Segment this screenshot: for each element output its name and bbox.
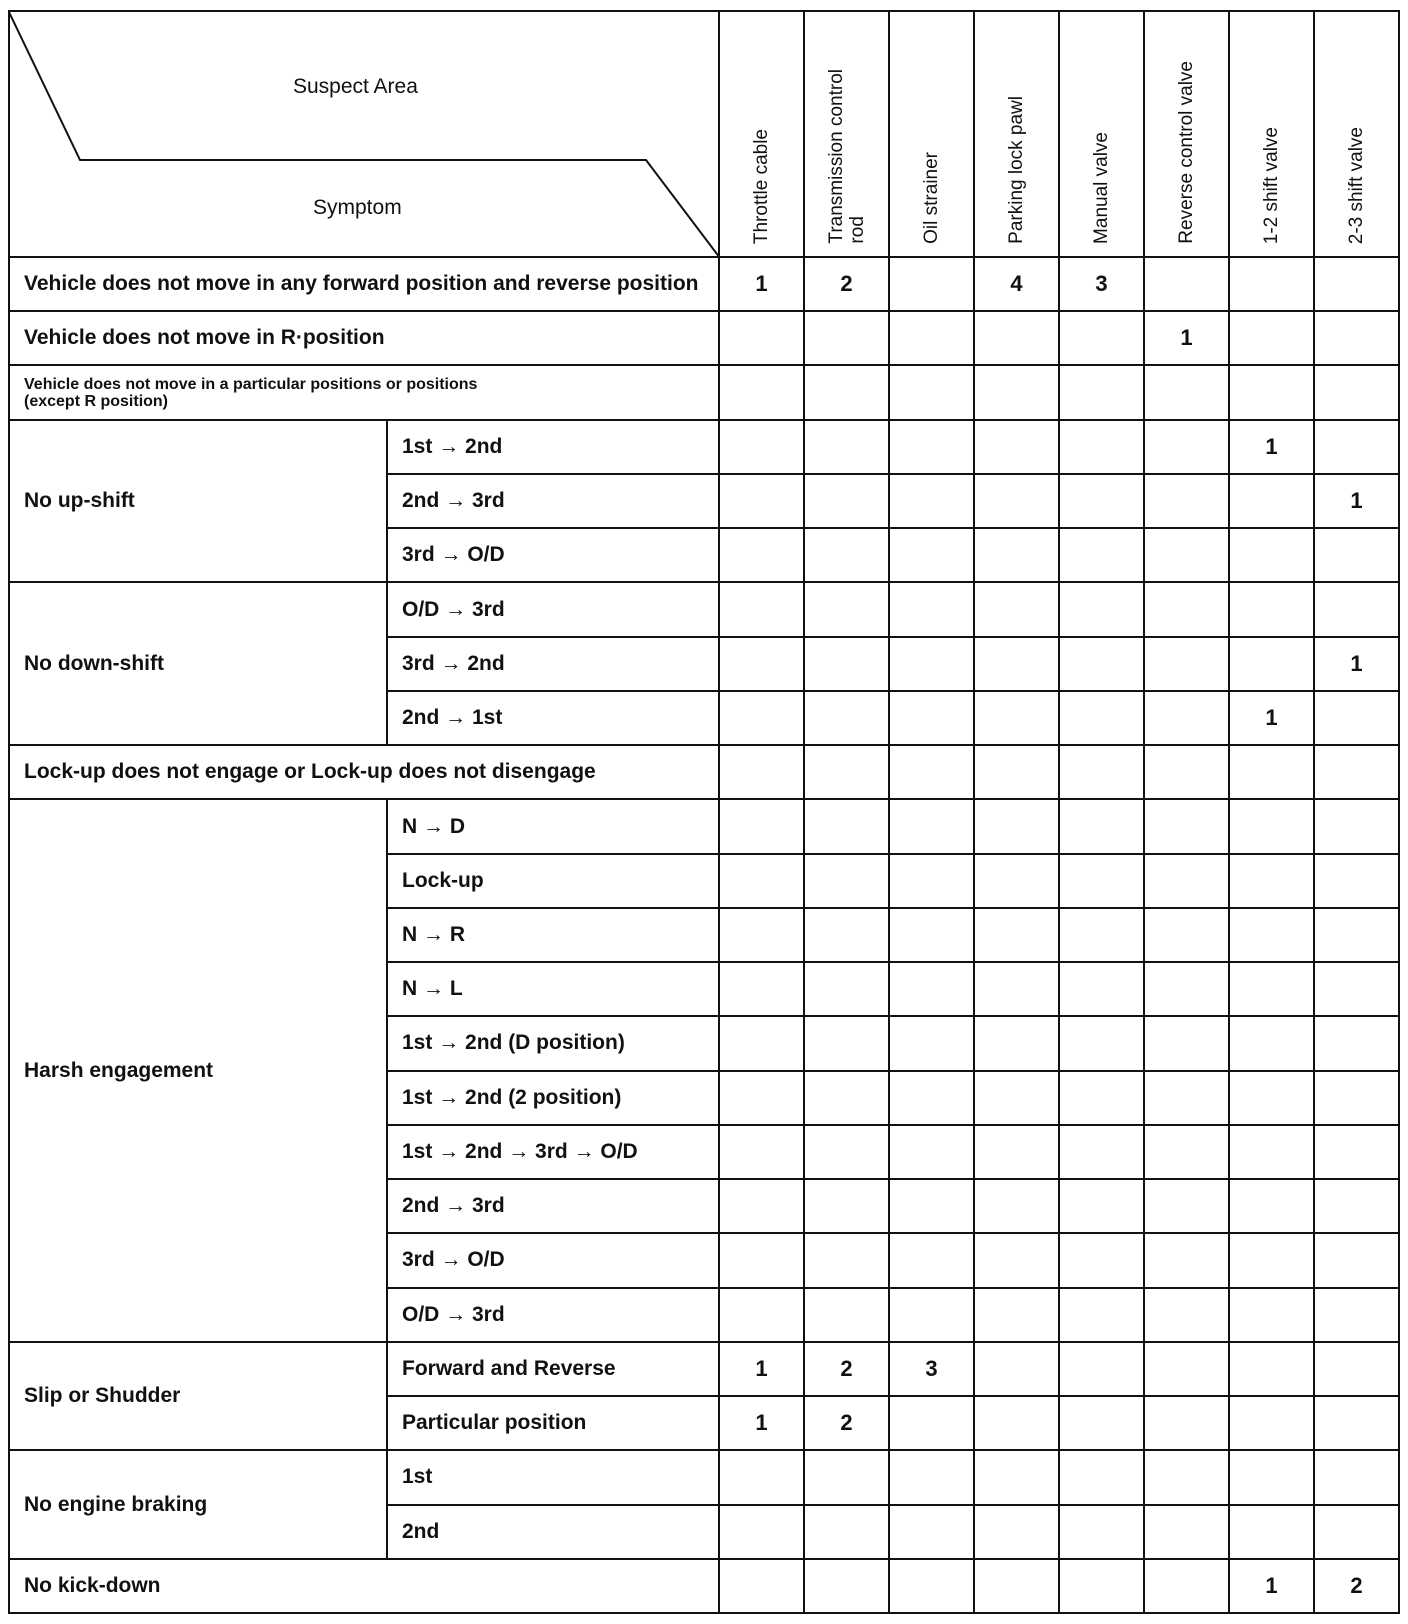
priority-value	[975, 583, 1060, 637]
priority-value	[1060, 1451, 1145, 1505]
priority-value	[890, 1180, 975, 1234]
priority-value	[890, 746, 975, 800]
priority-value	[1060, 421, 1145, 475]
sub-condition-label: Forward and Reverse	[388, 1343, 720, 1397]
sub-condition-label: 2nd → 3rd	[388, 1180, 720, 1234]
column-header-label: 2-3 shift valve	[1346, 126, 1367, 244]
column-header	[975, 10, 1060, 258]
priority-value	[720, 692, 805, 746]
priority-value	[1145, 1451, 1230, 1505]
priority-value	[720, 1234, 805, 1288]
column-header-label: Transmission control rod	[825, 69, 868, 244]
priority-value	[805, 1180, 890, 1234]
priority-value	[720, 475, 805, 529]
priority-value	[1230, 963, 1315, 1017]
priority-value	[1315, 963, 1400, 1017]
priority-value	[975, 1180, 1060, 1234]
symptom-label: Symptom	[313, 196, 402, 219]
symptom-label: Lock-up does not engage or Lock-up does not disengage	[8, 746, 720, 800]
sub-condition-label: 2nd → 1st	[388, 692, 720, 746]
priority-value	[720, 583, 805, 637]
priority-value	[1145, 1397, 1230, 1451]
priority-value	[1060, 583, 1145, 637]
priority-value	[1145, 1072, 1230, 1126]
priority-value	[1145, 1506, 1230, 1560]
priority-value	[890, 800, 975, 854]
symptom-group-label: Harsh engagement	[8, 800, 388, 1342]
priority-value	[1230, 1072, 1315, 1126]
priority-value	[1060, 855, 1145, 909]
priority-value: 1	[1315, 638, 1400, 692]
priority-value	[720, 529, 805, 583]
diagnosis-table	[8, 10, 1400, 1614]
priority-value	[1315, 746, 1400, 800]
priority-value	[1060, 366, 1145, 420]
column-header	[1315, 10, 1400, 258]
priority-value	[1145, 638, 1230, 692]
priority-value	[1060, 1072, 1145, 1126]
priority-value	[1060, 1560, 1145, 1614]
priority-value	[720, 1072, 805, 1126]
priority-value	[1230, 638, 1315, 692]
column-header	[890, 10, 975, 258]
priority-value	[975, 963, 1060, 1017]
priority-value	[805, 421, 890, 475]
column-header-label: Manual valve	[1091, 132, 1112, 244]
sub-condition-label: 2nd	[388, 1506, 720, 1560]
priority-value	[975, 1560, 1060, 1614]
priority-value: 3	[1060, 258, 1145, 312]
priority-value	[1315, 583, 1400, 637]
priority-value	[720, 963, 805, 1017]
priority-value	[1315, 366, 1400, 420]
priority-value: 1	[1230, 421, 1315, 475]
priority-value	[1060, 1017, 1145, 1071]
priority-value	[1230, 909, 1315, 963]
priority-value	[1145, 421, 1230, 475]
priority-value	[975, 1289, 1060, 1343]
priority-value	[1315, 1343, 1400, 1397]
priority-value	[1315, 855, 1400, 909]
priority-value	[890, 421, 975, 475]
priority-value	[1315, 1289, 1400, 1343]
priority-value	[1145, 529, 1230, 583]
priority-value	[975, 366, 1060, 420]
priority-value	[720, 855, 805, 909]
priority-value	[890, 855, 975, 909]
priority-value	[1145, 746, 1230, 800]
priority-value	[1145, 1180, 1230, 1234]
priority-value	[975, 1126, 1060, 1180]
priority-value	[1230, 1126, 1315, 1180]
column-header	[1060, 10, 1145, 258]
symptom-group-label: No engine braking	[8, 1451, 388, 1559]
priority-value	[805, 746, 890, 800]
priority-value	[720, 366, 805, 420]
priority-value	[1230, 366, 1315, 420]
priority-value	[1060, 1506, 1145, 1560]
priority-value: 2	[805, 1397, 890, 1451]
priority-value	[805, 1017, 890, 1071]
priority-value	[1230, 475, 1315, 529]
priority-value	[1230, 800, 1315, 854]
sub-condition-label: O/D → 3rd	[388, 1289, 720, 1343]
priority-value	[975, 312, 1060, 366]
priority-value	[1230, 583, 1315, 637]
priority-value	[1060, 1343, 1145, 1397]
priority-value: 3	[890, 1343, 975, 1397]
priority-value	[805, 1560, 890, 1614]
column-header	[1145, 10, 1230, 258]
priority-value	[805, 692, 890, 746]
priority-value	[720, 638, 805, 692]
priority-value	[1060, 1234, 1145, 1288]
priority-value: 4	[975, 258, 1060, 312]
priority-value	[805, 1072, 890, 1126]
column-header-label: Reverse control valve	[1176, 61, 1197, 244]
priority-value: 2	[805, 1343, 890, 1397]
priority-value	[1145, 1560, 1230, 1614]
priority-value	[1060, 475, 1145, 529]
priority-value	[720, 1560, 805, 1614]
priority-value	[975, 421, 1060, 475]
priority-value	[890, 312, 975, 366]
priority-value	[805, 475, 890, 529]
priority-value	[1060, 1126, 1145, 1180]
priority-value	[1230, 746, 1315, 800]
priority-value: 1	[1230, 692, 1315, 746]
priority-value	[1145, 1126, 1230, 1180]
priority-value	[890, 258, 975, 312]
priority-value	[1060, 312, 1145, 366]
priority-value	[975, 1017, 1060, 1071]
priority-value	[890, 529, 975, 583]
priority-value	[1145, 692, 1230, 746]
sub-condition-label: 1st	[388, 1451, 720, 1505]
priority-value	[1145, 963, 1230, 1017]
priority-value	[1230, 1343, 1315, 1397]
priority-value	[890, 1072, 975, 1126]
priority-value	[1060, 638, 1145, 692]
priority-value	[1230, 1017, 1315, 1071]
priority-value	[975, 638, 1060, 692]
priority-value	[805, 638, 890, 692]
corner-diagonal-line	[8, 10, 720, 258]
priority-value: 2	[1315, 1560, 1400, 1614]
priority-value	[1060, 1397, 1145, 1451]
priority-value	[805, 800, 890, 854]
priority-value	[1145, 258, 1230, 312]
priority-value	[1315, 1072, 1400, 1126]
sub-condition-label: N → L	[388, 963, 720, 1017]
priority-value	[890, 1560, 975, 1614]
sub-condition-label: 1st → 2nd → 3rd → O/D	[388, 1126, 720, 1180]
priority-value	[1230, 1234, 1315, 1288]
priority-value	[805, 1289, 890, 1343]
priority-value	[1145, 800, 1230, 854]
priority-value	[975, 855, 1060, 909]
priority-value	[1230, 1451, 1315, 1505]
priority-value	[890, 1397, 975, 1451]
priority-value	[805, 1126, 890, 1180]
priority-value	[1230, 258, 1315, 312]
priority-value	[1315, 1126, 1400, 1180]
priority-value	[1145, 909, 1230, 963]
priority-value	[1315, 800, 1400, 854]
symptom-label: No kick-down	[8, 1560, 720, 1614]
priority-value	[1230, 1180, 1315, 1234]
priority-value	[1315, 529, 1400, 583]
priority-value	[1315, 1397, 1400, 1451]
priority-value	[975, 800, 1060, 854]
corner-divider-line	[8, 10, 720, 258]
priority-value	[1315, 312, 1400, 366]
priority-value	[1315, 1234, 1400, 1288]
priority-value	[805, 529, 890, 583]
priority-value	[890, 638, 975, 692]
priority-value	[890, 692, 975, 746]
priority-value	[975, 692, 1060, 746]
priority-value	[975, 1397, 1060, 1451]
priority-value	[1315, 1017, 1400, 1071]
priority-value	[890, 909, 975, 963]
symptom-group-label: Slip or Shudder	[8, 1343, 388, 1451]
symptom-label: Vehicle does not move in a particular positions or positions (except R position)	[8, 366, 720, 420]
sub-condition-label: O/D → 3rd	[388, 583, 720, 637]
column-header-label: Oil strainer	[921, 152, 942, 244]
sub-condition-label: 1st → 2nd	[388, 421, 720, 475]
priority-value	[720, 909, 805, 963]
symptom-group-label: No up-shift	[8, 421, 388, 584]
priority-value	[975, 1343, 1060, 1397]
sub-condition-label: 3rd → 2nd	[388, 638, 720, 692]
priority-value	[1145, 1234, 1230, 1288]
priority-value	[805, 366, 890, 420]
priority-value	[1145, 366, 1230, 420]
priority-value	[1145, 855, 1230, 909]
column-header-label: 1-2 shift valve	[1261, 126, 1282, 244]
priority-value	[720, 312, 805, 366]
priority-value	[975, 1072, 1060, 1126]
priority-value: 2	[805, 258, 890, 312]
priority-value	[720, 1506, 805, 1560]
sub-condition-label: Lock-up	[388, 855, 720, 909]
priority-value	[1230, 312, 1315, 366]
priority-value	[1230, 529, 1315, 583]
priority-value	[805, 583, 890, 637]
priority-value	[720, 800, 805, 854]
priority-value	[805, 1234, 890, 1288]
priority-value	[1230, 1397, 1315, 1451]
priority-value	[1315, 258, 1400, 312]
priority-value	[890, 1017, 975, 1071]
priority-value: 1	[720, 1397, 805, 1451]
priority-value	[890, 366, 975, 420]
suspect-area-label: Suspect Area	[293, 75, 418, 98]
priority-value	[720, 421, 805, 475]
priority-value	[805, 312, 890, 366]
priority-value	[720, 1180, 805, 1234]
sub-condition-label: N → R	[388, 909, 720, 963]
sub-condition-label: 2nd → 3rd	[388, 475, 720, 529]
priority-value	[1230, 1289, 1315, 1343]
priority-value	[975, 1506, 1060, 1560]
column-header	[1230, 10, 1315, 258]
header-corner-cell	[8, 10, 720, 258]
sub-condition-label: Particular position	[388, 1397, 720, 1451]
symptom-label: Vehicle does not move in any forward position and reverse position	[8, 258, 720, 312]
priority-value	[720, 746, 805, 800]
priority-value	[890, 1451, 975, 1505]
priority-value	[975, 909, 1060, 963]
priority-value	[1145, 583, 1230, 637]
column-header	[805, 10, 890, 258]
priority-value: 1	[720, 1343, 805, 1397]
sub-condition-label: 1st → 2nd (D position)	[388, 1017, 720, 1071]
priority-value	[805, 1506, 890, 1560]
priority-value	[1315, 1451, 1400, 1505]
priority-value	[720, 1017, 805, 1071]
column-header	[720, 10, 805, 258]
priority-value	[1315, 421, 1400, 475]
priority-value	[720, 1451, 805, 1505]
priority-value	[890, 963, 975, 1017]
priority-value	[1230, 1506, 1315, 1560]
priority-value	[890, 583, 975, 637]
priority-value	[1060, 529, 1145, 583]
priority-value	[1060, 800, 1145, 854]
priority-value	[805, 855, 890, 909]
priority-value	[890, 1126, 975, 1180]
priority-value	[805, 1451, 890, 1505]
priority-value	[1060, 963, 1145, 1017]
priority-value	[1060, 1180, 1145, 1234]
priority-value: 1	[1315, 475, 1400, 529]
priority-value	[805, 963, 890, 1017]
priority-value: 1	[1230, 1560, 1315, 1614]
symptom-label: Vehicle does not move in R·position	[8, 312, 720, 366]
sub-condition-label: 3rd → O/D	[388, 1234, 720, 1288]
priority-value	[1060, 1289, 1145, 1343]
priority-value: 1	[1145, 312, 1230, 366]
priority-value	[975, 475, 1060, 529]
sub-condition-label: 3rd → O/D	[388, 529, 720, 583]
priority-value	[890, 1234, 975, 1288]
priority-value	[975, 1451, 1060, 1505]
priority-value	[1060, 746, 1145, 800]
priority-value	[1315, 1506, 1400, 1560]
symptom-group-label: No down-shift	[8, 583, 388, 746]
priority-value	[1145, 1289, 1230, 1343]
priority-value	[890, 1506, 975, 1560]
priority-value	[1060, 692, 1145, 746]
priority-value	[1060, 909, 1145, 963]
priority-value	[1145, 1017, 1230, 1071]
priority-value	[975, 529, 1060, 583]
priority-value	[1315, 909, 1400, 963]
priority-value	[1315, 1180, 1400, 1234]
sub-condition-label: N → D	[388, 800, 720, 854]
priority-value	[1145, 475, 1230, 529]
priority-value	[975, 746, 1060, 800]
priority-value	[890, 1289, 975, 1343]
sub-condition-label: 1st → 2nd (2 position)	[388, 1072, 720, 1126]
priority-value	[1145, 1343, 1230, 1397]
priority-value	[1230, 855, 1315, 909]
column-header-label: Parking lock pawl	[1006, 96, 1027, 244]
priority-value: 1	[720, 258, 805, 312]
priority-value	[890, 475, 975, 529]
priority-value	[1315, 692, 1400, 746]
priority-value	[720, 1289, 805, 1343]
priority-value	[805, 909, 890, 963]
column-header-label: Throttle cable	[751, 128, 772, 244]
priority-value	[975, 1234, 1060, 1288]
priority-value	[720, 1126, 805, 1180]
